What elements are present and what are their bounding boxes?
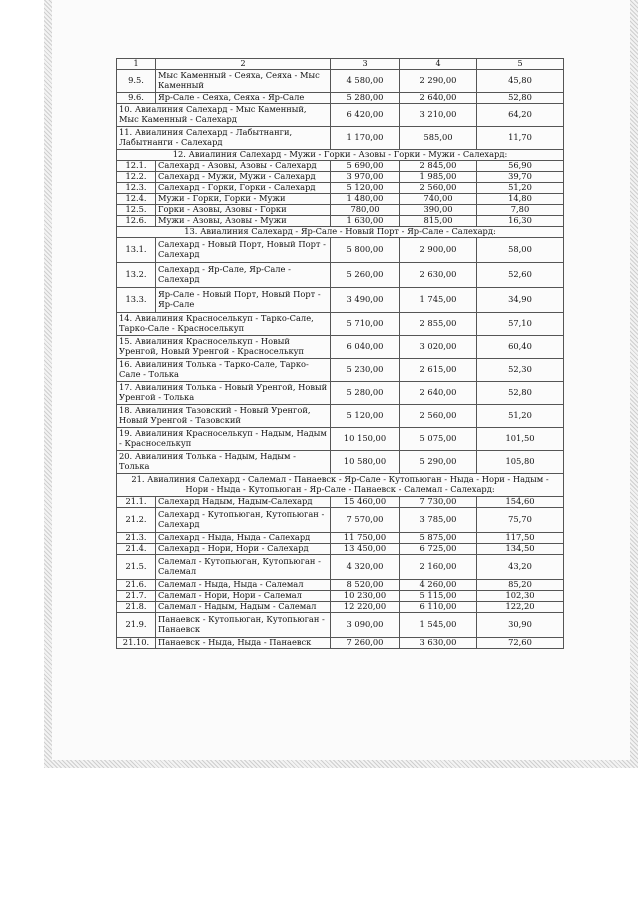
value-col-3: 5 230,00: [331, 358, 400, 381]
row-number: 9.5.: [117, 69, 156, 92]
table-row: [117, 160, 564, 171]
value-col-5: 56,90: [477, 160, 564, 171]
value-col-4: 3 020,00: [400, 335, 477, 358]
table-row: [117, 204, 564, 215]
route-name: Яр-Сале - Сеяха, Сеяха - Яр-Сале: [156, 92, 331, 103]
value-col-4: 7 730,00: [400, 496, 477, 507]
table-header-row: [117, 59, 564, 70]
section-row: [117, 473, 564, 496]
route-name: Салехард - Ныда, Ныда - Салехард: [156, 532, 331, 543]
route-name: Салехард - Новый Порт, Новый Порт - Салехард: [156, 237, 331, 262]
route-name: 10. Авиалиния Салехард - Мыс Каменный, Мыс Каменный - Салехард: [117, 103, 331, 126]
route-name: Яр-Сале - Новый Порт, Новый Порт - Яр-Сале: [156, 287, 331, 312]
route-name: Мыс Каменный - Сеяха, Сеяха - Мыс Каменный: [156, 69, 331, 92]
value-col-5: 117,50: [477, 532, 564, 543]
row-number: 12.1.: [117, 160, 156, 171]
value-col-5: 16,30: [477, 215, 564, 226]
value-col-4: 2 640,00: [400, 92, 477, 103]
column-header: 4: [400, 59, 477, 70]
value-col-4: 3 630,00: [400, 637, 477, 648]
section-title: 21. Авиалиния Салехард - Салемал - Панаевск - Яр-Сале - Кутопьюган - Ныда - Нори - Надым - Нори - Ныда - Кутопьюган - Яр-Сале - Панаевск - Салемал - Салехард:: [117, 473, 564, 496]
value-col-5: 64,20: [477, 103, 564, 126]
row-number: 13.2.: [117, 262, 156, 287]
value-col-5: 7,80: [477, 204, 564, 215]
route-name: 20. Авиалиния Толька - Надым, Надым - Толька: [117, 450, 331, 473]
section-title: 13. Авиалиния Салехард - Яр-Сале - Новый Порт - Яр-Сале - Салехард:: [117, 226, 564, 237]
value-col-5: 30,90: [477, 612, 564, 637]
value-col-4: 2 640,00: [400, 381, 477, 404]
route-name: Панаевск - Кутопьюган, Кутопьюган - Панаевск: [156, 612, 331, 637]
value-col-4: 2 630,00: [400, 262, 477, 287]
table-row: [117, 450, 564, 473]
value-col-4: 815,00: [400, 215, 477, 226]
value-col-3: 6 420,00: [331, 103, 400, 126]
table-row: [117, 215, 564, 226]
route-name: 14. Авиалиния Красноселькуп - Тарко-Сале, Тарко-Сале - Красноселькуп: [117, 312, 331, 335]
row-number: 21.7.: [117, 590, 156, 601]
value-col-5: 52,60: [477, 262, 564, 287]
table-row: [117, 262, 564, 287]
row-number: 12.3.: [117, 182, 156, 193]
value-col-5: 75,70: [477, 507, 564, 532]
value-col-5: 58,00: [477, 237, 564, 262]
table-body: [117, 69, 564, 648]
table-row: [117, 427, 564, 450]
table-row: [117, 312, 564, 335]
column-header: 5: [477, 59, 564, 70]
table-row: [117, 381, 564, 404]
value-col-3: 10 230,00: [331, 590, 400, 601]
table-row: [117, 287, 564, 312]
value-col-5: 51,20: [477, 404, 564, 427]
table-row: [117, 193, 564, 204]
value-col-5: 105,80: [477, 450, 564, 473]
row-number: 21.4.: [117, 543, 156, 554]
table-row: [117, 637, 564, 648]
value-col-3: 6 040,00: [331, 335, 400, 358]
value-col-4: 2 855,00: [400, 312, 477, 335]
row-number: 21.8.: [117, 601, 156, 612]
table-row: [117, 69, 564, 92]
value-col-3: 7 570,00: [331, 507, 400, 532]
route-name: Салемал - Ныда, Ныда - Салемал: [156, 579, 331, 590]
value-col-4: 2 845,00: [400, 160, 477, 171]
route-name: Салехард - Азовы, Азовы - Салехард: [156, 160, 331, 171]
row-number: 21.1.: [117, 496, 156, 507]
section-row: [117, 149, 564, 160]
value-col-3: 15 460,00: [331, 496, 400, 507]
value-col-5: 52,30: [477, 358, 564, 381]
value-col-3: 7 260,00: [331, 637, 400, 648]
value-col-5: 102,30: [477, 590, 564, 601]
row-number: 12.6.: [117, 215, 156, 226]
value-col-3: 5 260,00: [331, 262, 400, 287]
value-col-5: 134,50: [477, 543, 564, 554]
section-title: 12. Авиалиния Салехард - Мужи - Горки - Азовы - Горки - Мужи - Салехард:: [117, 149, 564, 160]
value-col-4: 4 260,00: [400, 579, 477, 590]
table-row: [117, 554, 564, 579]
route-name: Салехард - Нори, Нори - Салехард: [156, 543, 331, 554]
route-name: Мужи - Горки, Горки - Мужи: [156, 193, 331, 204]
route-name: Салехард Надым, Надым-Салехард: [156, 496, 331, 507]
route-name: Салехард - Горки, Горки - Салехард: [156, 182, 331, 193]
row-number: 21.3.: [117, 532, 156, 543]
table-row: [117, 92, 564, 103]
value-col-4: 2 560,00: [400, 404, 477, 427]
value-col-3: 5 120,00: [331, 404, 400, 427]
value-col-3: 12 220,00: [331, 601, 400, 612]
route-name: 15. Авиалиния Красноселькуп - Новый Уренгой, Новый Уренгой - Красноселькуп: [117, 335, 331, 358]
row-number: 21.5.: [117, 554, 156, 579]
column-header: 2: [156, 59, 331, 70]
value-col-4: 1 745,00: [400, 287, 477, 312]
value-col-3: 3 970,00: [331, 171, 400, 182]
value-col-4: 2 615,00: [400, 358, 477, 381]
section-row: [117, 226, 564, 237]
route-name: Салемал - Нори, Нори - Салемал: [156, 590, 331, 601]
tariff-table: [116, 58, 564, 649]
value-col-5: 52,80: [477, 381, 564, 404]
table-row: [117, 358, 564, 381]
table-row: [117, 601, 564, 612]
row-number: 13.3.: [117, 287, 156, 312]
value-col-4: 6 110,00: [400, 601, 477, 612]
row-number: 12.4.: [117, 193, 156, 204]
route-name: 16. Авиалиния Толька - Тарко-Сале, Тарко-Сале - Толька: [117, 358, 331, 381]
row-number: 9.6.: [117, 92, 156, 103]
value-col-4: 5 290,00: [400, 450, 477, 473]
table-row: [117, 126, 564, 149]
route-name: Мужи - Азовы, Азовы - Мужи: [156, 215, 331, 226]
row-number: 13.1.: [117, 237, 156, 262]
value-col-4: 1 985,00: [400, 171, 477, 182]
value-col-3: 5 800,00: [331, 237, 400, 262]
value-col-3: 5 690,00: [331, 160, 400, 171]
route-name: 17. Авиалиния Толька - Новый Уренгой, Новый Уренгой - Толька: [117, 381, 331, 404]
table-row: [117, 182, 564, 193]
table-row: [117, 237, 564, 262]
value-col-3: 10 580,00: [331, 450, 400, 473]
table-row: [117, 543, 564, 554]
column-header: 1: [117, 59, 156, 70]
value-col-5: 101,50: [477, 427, 564, 450]
table-row: [117, 404, 564, 427]
row-number: 12.5.: [117, 204, 156, 215]
value-col-3: 1 480,00: [331, 193, 400, 204]
table-row: [117, 579, 564, 590]
value-col-5: 39,70: [477, 171, 564, 182]
value-col-3: 5 280,00: [331, 381, 400, 404]
value-col-4: 5 075,00: [400, 427, 477, 450]
value-col-5: 52,80: [477, 92, 564, 103]
route-name: 11. Авиалиния Салехард - Лабытнанги, Лабытнанги - Салехард: [117, 126, 331, 149]
value-col-5: 85,20: [477, 579, 564, 590]
value-col-4: 2 900,00: [400, 237, 477, 262]
table-row: [117, 496, 564, 507]
value-col-3: 5 120,00: [331, 182, 400, 193]
value-col-3: 1 630,00: [331, 215, 400, 226]
value-col-3: 8 520,00: [331, 579, 400, 590]
row-number: 21.2.: [117, 507, 156, 532]
value-col-3: 13 450,00: [331, 543, 400, 554]
route-name: Салемал - Кутопьюган, Кутопьюган - Салемал: [156, 554, 331, 579]
value-col-4: 6 725,00: [400, 543, 477, 554]
value-col-5: 57,10: [477, 312, 564, 335]
route-name: Салехард - Кутопьюган, Кутопьюган - Салехард: [156, 507, 331, 532]
route-name: Горки - Азовы, Азовы - Горки: [156, 204, 331, 215]
value-col-3: 5 280,00: [331, 92, 400, 103]
route-name: Салехард - Мужи, Мужи - Салехард: [156, 171, 331, 182]
value-col-3: 4 580,00: [331, 69, 400, 92]
value-col-3: 4 320,00: [331, 554, 400, 579]
value-col-3: 3 490,00: [331, 287, 400, 312]
column-header: 3: [331, 59, 400, 70]
row-number: 21.9.: [117, 612, 156, 637]
value-col-4: 390,00: [400, 204, 477, 215]
value-col-3: 5 710,00: [331, 312, 400, 335]
value-col-5: 60,40: [477, 335, 564, 358]
route-name: Салемал - Надым, Надым - Салемал: [156, 601, 331, 612]
table-row: [117, 612, 564, 637]
value-col-4: 585,00: [400, 126, 477, 149]
route-name: 19. Авиалиния Красноселькуп - Надым, Надым - Красноселькуп: [117, 427, 331, 450]
value-col-3: 11 750,00: [331, 532, 400, 543]
value-col-3: 3 090,00: [331, 612, 400, 637]
value-col-5: 154,60: [477, 496, 564, 507]
value-col-3: 780,00: [331, 204, 400, 215]
table-row: [117, 507, 564, 532]
route-name: Панаевск - Ныда, Ныда - Панаевск: [156, 637, 331, 648]
row-number: 21.6.: [117, 579, 156, 590]
value-col-4: 1 545,00: [400, 612, 477, 637]
value-col-5: 51,20: [477, 182, 564, 193]
route-name: 18. Авиалиния Тазовский - Новый Уренгой, Новый Уренгой - Тазовский: [117, 404, 331, 427]
value-col-4: 5 875,00: [400, 532, 477, 543]
value-col-5: 43,20: [477, 554, 564, 579]
table-row: [117, 171, 564, 182]
value-col-4: 3 210,00: [400, 103, 477, 126]
table-row: [117, 590, 564, 601]
table-row: [117, 103, 564, 126]
value-col-5: 11,70: [477, 126, 564, 149]
row-number: 21.10.: [117, 637, 156, 648]
value-col-4: 740,00: [400, 193, 477, 204]
value-col-4: 5 115,00: [400, 590, 477, 601]
value-col-4: 2 160,00: [400, 554, 477, 579]
value-col-5: 14,80: [477, 193, 564, 204]
value-col-4: 3 785,00: [400, 507, 477, 532]
value-col-4: 2 290,00: [400, 69, 477, 92]
value-col-5: 45,80: [477, 69, 564, 92]
route-name: Салехард - Яр-Сале, Яр-Сале - Салехард: [156, 262, 331, 287]
value-col-4: 2 560,00: [400, 182, 477, 193]
value-col-5: 72,60: [477, 637, 564, 648]
value-col-3: 10 150,00: [331, 427, 400, 450]
value-col-5: 34,90: [477, 287, 564, 312]
table-row: [117, 335, 564, 358]
value-col-3: 1 170,00: [331, 126, 400, 149]
row-number: 12.2.: [117, 171, 156, 182]
table-row: [117, 532, 564, 543]
value-col-5: 122,20: [477, 601, 564, 612]
